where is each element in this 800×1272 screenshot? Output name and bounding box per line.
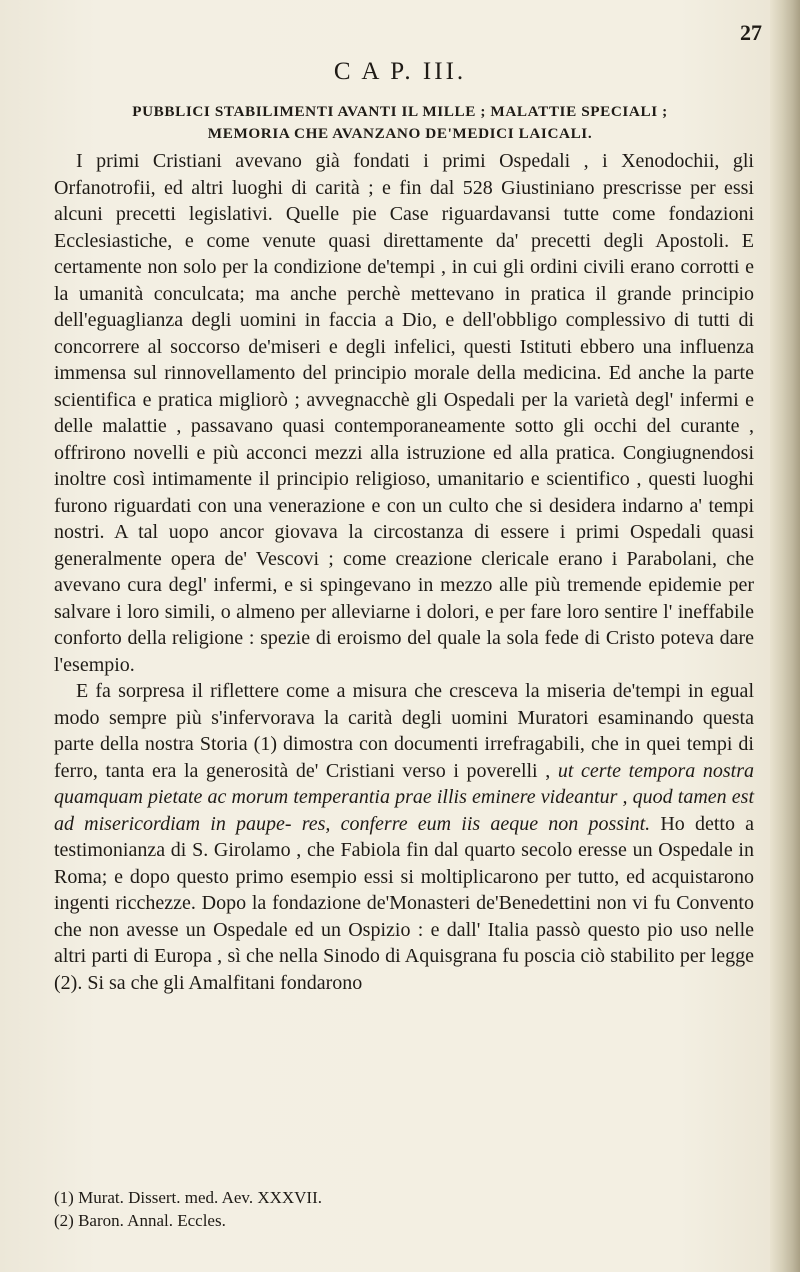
- paragraph-2-start: E fa sorpresa il riflettere come a misura che cresceva la miseria de'tempi in egual modo sempre più s'infervorava la carità degli uomini Muratori esaminando questa parte della nostra Storia (1) dimostra con documenti irrefragabili, che in quei tempi di ferro, tanta era la generosità de' Cristiani verso i poverelli ,: [54, 680, 754, 782]
- chapter-heading: [40, 101, 760, 145]
- footnote-1: (1) Murat. Dissert. med. Aev. XXXVII.: [54, 1188, 323, 1207]
- paragraph-1: I primi Cristiani avevano già fondati i primi Ospedali , i Xenodochii, gli Orfanotrofii, ed altri luoghi di carità ; e fin dal 528 Giustiniano prescrisse per essi alcuni precetti legislativi. Quelle pie Case riguardavansi tutte come fondazioni Ecclesiastiche, e come venute quasi direttamente da' precetti degli Apostoli. E certamente non solo per la condizione de'tempi , in cui gli ordini civili erano corrotti e la umanità conculcata; ma anche perchè mettevano in pratica il grande principio dell'eguaglianza degli uomini in faccia a Dio, e dell'obbligo complessivo di tutti di concorrere al soccorso de'miseri e degli infelici, questi Istituti ebbero una influenza immensa sul rinnovellamento del principio morale della medicina. Ed anche la parte scientifica e pratica migliorò ; avvegnacchè gli Ospedali per la varietà degl' infermi e delle malattie , passavano quasi contemporaneamente sotto gli occhi del curante , offrirono novelli e più acconci mezzi alla istruzione ed alla pratica. Congiugnendosi inoltre così intimamente il principio religioso, umanitario e scientifico , questi luoghi furono riguardati con una venerazione e con un culto che si desidera indarno a' tempi nostri. A tal uopo ancor giovava la circostanza di essere i primi Ospedali quasi generalmente opera de' Vescovi ; come creazione clericale erano i Parabolani, che avevano cura degl' infermi, e si spingevano in mezzo alle più tremende epidemie per salvare i loro simili, o almeno per alleviarne i dolori, e per fare loro sentire l' ineffabile conforto della religione : spezie di eroismo del quale la sola fede di Cristo poteva dare l'esempio.: [54, 150, 754, 676]
- page-edge-shadow: [770, 0, 800, 1272]
- chapter-title: C A P. III.: [333, 58, 467, 85]
- footnotes: [54, 1186, 754, 1232]
- body-text: [54, 148, 754, 996]
- footnote-2: (2) Baron. Annal. Eccles.: [54, 1211, 226, 1230]
- latin-quotation: ut certe tempora nostra quamquam pietate ac morum temperantia prae illis eminere videantur , quod tamen est ad misericordiam in paupe- res, conferre eum iis aeque non possint.: [54, 759, 754, 835]
- page-number: 27: [740, 20, 762, 45]
- paragraph-2: [54, 678, 754, 996]
- chapter-heading-line-1: PUBBLICI STABILIMENTI AVANTI IL MILLE ; MALATTIE SPECIALI ;: [132, 103, 668, 120]
- chapter-heading-line-2: MEMORIA CHE AVANZANO DE'MEDICI LAICALI.: [207, 125, 593, 142]
- paragraph-2-end: Ho detto a testimonianza di S. Girolamo , che Fabiola fin dal quarto secolo eresse un Ospedale in Roma; e dopo questo primo esempio essi si moltiplicarono per tutto, ed acquistarono ingenti ricchezze. Dopo la fondazione de'Monasteri de'Benedettini non vi fu Convento che non avesse un Ospedale ed un Ospizio : e dall' Italia passò questo pio uso nelle altri parti di Europa , sì che nella Sinodo di Aquisgrana fu poscia ciò stabilito per legge (2). Si sa che gli Amalfitani fondarono: [54, 812, 755, 994]
